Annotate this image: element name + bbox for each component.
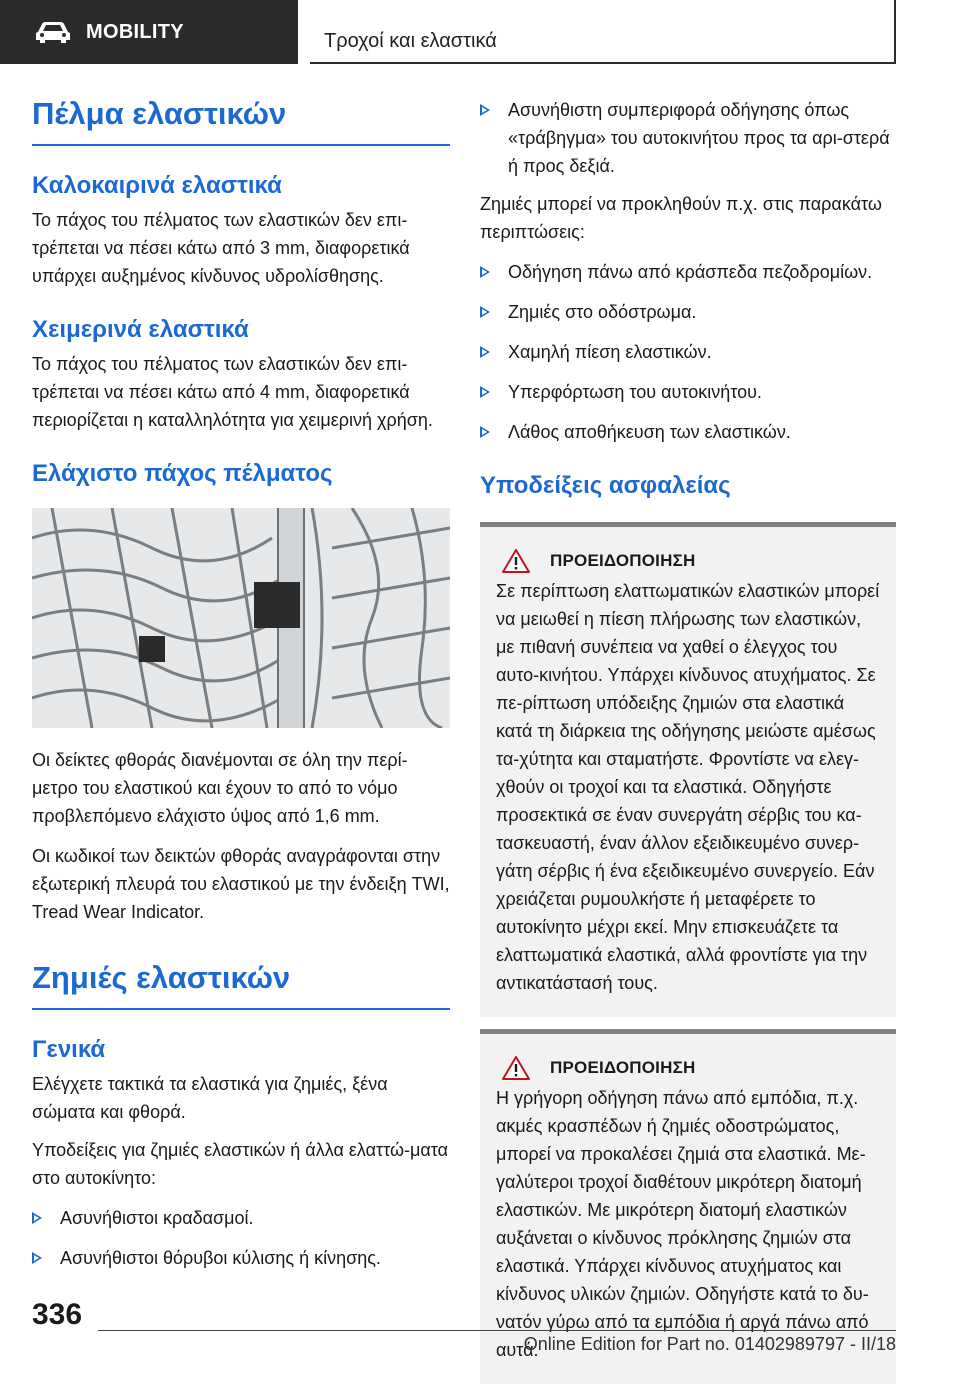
wear-codes-text: Οι κωδικοί των δεικτών φθοράς αναγράφονται στην εξωτερική πλευρά του ελαστικού με την ένδειξη TWI, Tread Wear Indicator.: [32, 846, 450, 922]
heading-tire-damage: Ζημιές ελαστικών: [32, 960, 291, 995]
chapter-title: Τροχοί και ελαστικά: [324, 30, 497, 52]
warning-triangle-icon: [502, 549, 530, 573]
warning-header: [496, 549, 882, 573]
heading-safety-notes: Υποδείξεις ασφαλείας: [480, 472, 731, 499]
damage-signs-list-continued: [480, 96, 896, 180]
tread-wear-indicator-image: [32, 508, 450, 728]
warning-text: Σε περίπτωση ελαττωματικών ελαστικών μπορεί να μειωθεί η πίεση πλήρωσης των ελαστικών, με πιθανή συνέπεια να χαθεί ο έλεγχος του αυτο-κινήτου. Υπάρχει κίνδυνος ατυχήματος. Σε πε-ρίπτωση υπόδειξης ζημιών στα ελαστικά κατά τη διάρκεια της οδήγησης μειώστε αμέσως τα-χύτητα και σταματήστε. Φροντίστε να ελεγ-χθούν οι τροχοί και τα ελαστικά. Οδηγήστε προσεκτικά σε έναν συνεργάτη σέρβις του κα-τασκευαστή, έναν άλλον εξειδικευμένο συνερ-γάτη σέρβις ή ένα εξειδικευμένο συνεργείο. Εάν χρειάζεται ρυμουλκήστε ή μεταφέρετε το αυτοκίνητο μέχρι εκεί. Μην επισκευάζετε τα ελαττωματικά ελαστικά, αλλά φροντίστε για την αντικατάστασή τους.: [496, 581, 880, 993]
winter-tires-text: Το πάχος του πέλματος των ελαστικών δεν επι-τρέπεται να πέσει κάτω από 4 mm, διαφορετικά περιορίζεται η καταλληλότητα για χειμερινή χρήση.: [32, 354, 433, 430]
page-number: 336: [32, 1298, 83, 1331]
warning-label: ΠΡΟΕΙΔΟΠΟΙΗΣΗ: [550, 551, 696, 570]
damage-cases-text: Ζημιές μπορεί να προκληθούν π.χ. στις παρακάτω περιπτώσεις:: [480, 194, 882, 242]
wear-indicators-text: Οι δείκτες φθοράς διανέμονται σε όλη την περί-μετρο του ελαστικού και έχουν το από το νόμο προβλεπόμενο ελάχιστο ύψος από 1,6 mm.: [32, 750, 408, 826]
bullet-triangle-icon: [32, 1212, 42, 1224]
section-label: MOBILITY: [86, 20, 184, 43]
heading-summer-tires: Καλοκαιρινά ελαστικά: [32, 172, 282, 199]
chapter-header: [310, 0, 896, 64]
list-item: Ασυνήθιστοι θόρυβοι κύλισης ή κίνησης.: [32, 1244, 450, 1272]
list-item: Ασυνήθιστη συμπεριφορά οδήγησης όπως «τράβηγμα» του αυτοκινήτου προς τα αρι-στερά ή προς δεξιά.: [480, 96, 896, 180]
bullet-triangle-icon: [480, 346, 490, 358]
heading-winter-tires: Χειμερινά ελαστικά: [32, 316, 249, 343]
section-tab-mobility[interactable]: [0, 0, 298, 64]
heading-tread: Πέλμα ελαστικών: [32, 96, 287, 131]
bullet-triangle-icon: [480, 306, 490, 318]
warning-triangle-icon: [502, 1056, 530, 1080]
car-icon: [34, 20, 72, 44]
edition-note: Online Edition for Part no. 01402989797 - II/18: [523, 1334, 896, 1354]
footer-rule: [98, 1330, 896, 1331]
general-text-2: Υποδείξεις για ζημιές ελαστικών ή άλλα ελαττώ-ματα στο αυτοκίνητο:: [32, 1140, 449, 1188]
bullet-triangle-icon: [480, 386, 490, 398]
list-item: Υπερφόρτωση του αυτοκινήτου.: [480, 378, 896, 406]
damage-signs-list: [32, 1204, 450, 1272]
bullet-triangle-icon: [480, 104, 490, 116]
right-column: [480, 96, 896, 1384]
warning-text: Η γρήγορη οδήγηση πάνω από εμπόδια, π.χ. ακμές κρασπέδων ή ζημιές οδοστρώματος, μπορεί να προκαλέσει ζημιά στα ελαστικά. Με-γαλύτεροι τροχοί διαθέτουν μικρότερη διατομή ελαστικών. Με μικρότερη διατομή ελαστικών αυξάνεται ο κίνδυνος πρόκλησης ζημιών στα ελαστικά. Υπάρχει κίνδυνος ατυχήματος και κίνδυνος υλικών ζημιών. Οδηγήστε κατά το δυ-νατόν γύρω από τα εμπόδια ή αργά πάνω από αυτά.: [496, 1088, 869, 1360]
bullet-triangle-icon: [480, 266, 490, 278]
damage-cases-list: [480, 258, 896, 446]
summer-tires-text: Το πάχος του πέλματος των ελαστικών δεν επι-τρέπεται να πέσει κάτω από 3 mm, διαφορετικά υπάρχει αυξημένος κίνδυνος υδρολίσθησης.: [32, 210, 410, 286]
bullet-triangle-icon: [480, 426, 490, 438]
page-header: [0, 0, 960, 66]
page-footer: [0, 1290, 960, 1362]
list-item: Λάθος αποθήκευση των ελαστικών.: [480, 418, 896, 446]
heading-rule: [32, 1008, 450, 1010]
list-item: Ζημιές στο οδόστρωμα.: [480, 298, 896, 326]
list-item: Ασυνήθιστοι κραδασμοί.: [32, 1204, 450, 1232]
warning-box-1: [480, 522, 896, 1017]
heading-min-tread: Ελάχιστο πάχος πέλματος: [32, 460, 333, 487]
list-item: Οδήγηση πάνω από κράσπεδα πεζοδρομίων.: [480, 258, 896, 286]
list-item: Χαμηλή πίεση ελαστικών.: [480, 338, 896, 366]
warning-label: ΠΡΟΕΙΔΟΠΟΙΗΣΗ: [550, 1058, 696, 1077]
general-text-1: Ελέγχετε τακτικά τα ελαστικά για ζημιές, ξένα σώματα και φθορά.: [32, 1074, 388, 1122]
heading-general: Γενικά: [32, 1036, 106, 1063]
bullet-triangle-icon: [32, 1252, 42, 1264]
warning-header: [496, 1056, 882, 1080]
left-column: [32, 96, 450, 1272]
heading-rule: [32, 144, 450, 146]
